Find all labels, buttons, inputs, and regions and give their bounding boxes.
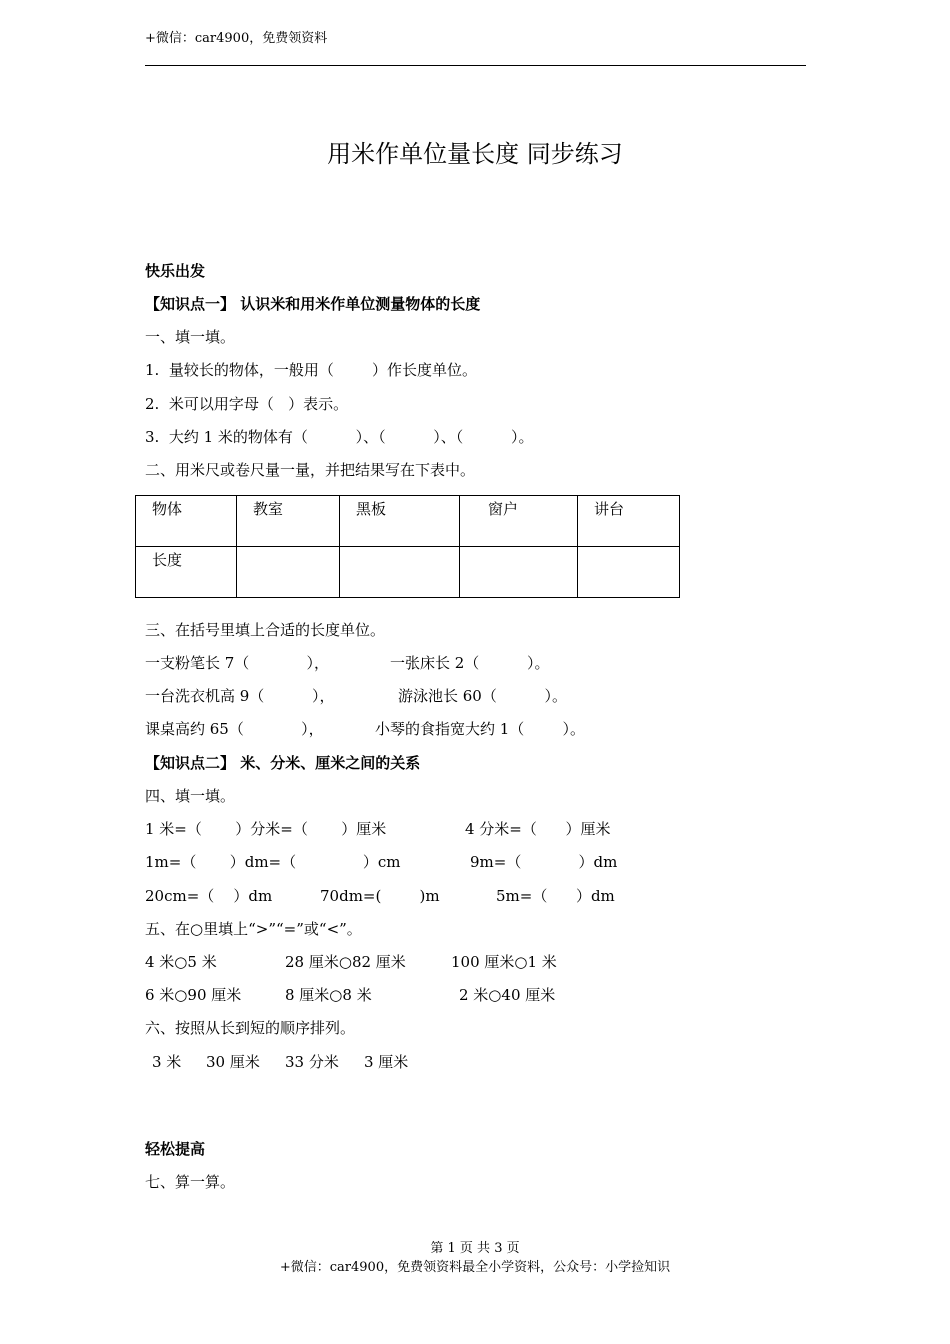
- question-6-heading: 六、按照从长到短的顺序排列。: [145, 1019, 356, 1037]
- page-header-note: +微信：car4900，免费领资料: [145, 31, 328, 46]
- knowledge-point-1-heading: 【知识点一】 认识米和用米作单位测量物体的长度: [145, 295, 481, 313]
- question-5-line-2b: 8 厘米○8 米: [285, 986, 372, 1004]
- question-4-heading: 四、填一填。: [145, 787, 236, 805]
- question-7-heading: 七、算一算。: [145, 1173, 236, 1191]
- section-heading-start: 快乐出发: [145, 262, 206, 280]
- question-6-item-1: 3 米: [152, 1053, 182, 1071]
- question-3-line-3a: 课桌高约 65（ ），: [145, 720, 324, 738]
- header-divider: [145, 65, 806, 66]
- table-cell: 教室: [237, 496, 340, 547]
- measurement-table: [135, 495, 680, 598]
- page-title: 用米作单位量长度 同步练习: [327, 140, 623, 168]
- question-1-item-1: 1. 量较长的物体，一般用（ ）作长度单位。: [145, 361, 477, 379]
- table-header-row: [136, 496, 680, 547]
- question-1-item-2: 2. 米可以用字母（ ）表示。: [145, 395, 349, 413]
- question-3-line-3b: 小琴的食指宽大约 1（ ）。: [375, 720, 585, 738]
- question-3-line-1b: 一张床长 2（ ）。: [390, 654, 550, 672]
- question-3-line-1a: 一支粉笔长 7（ ），: [145, 654, 330, 672]
- table-cell-blank: [460, 547, 578, 598]
- question-4-line-3a: 20cm=（ ）dm: [145, 887, 273, 905]
- question-1-heading: 一、填一填。: [145, 328, 236, 346]
- question-5-line-1c: 100 厘米○1 米: [451, 953, 557, 971]
- question-4-line-3c: 5m=（ ）dm: [496, 887, 615, 905]
- table-cell-blank: [237, 547, 340, 598]
- question-3-heading: 三、在括号里填上合适的长度单位。: [145, 621, 386, 639]
- section-heading-improve: 轻松提高: [145, 1140, 206, 1158]
- question-4-line-2a: 1m=（ ）dm=（ ）cm: [145, 853, 401, 871]
- question-5-heading: 五、在○里填上“>”“=”或“<”。: [145, 920, 362, 938]
- table-cell-blank: [340, 547, 460, 598]
- question-6-item-3: 33 分米: [285, 1053, 339, 1071]
- question-4-line-2b: 9m=（ ）dm: [470, 853, 618, 871]
- table-row: [136, 547, 680, 598]
- table-cell: 长度: [136, 547, 237, 598]
- page-footer-note: +微信：car4900，免费领资料最全小学资料，公众号：小学捡知识: [279, 1260, 671, 1275]
- question-6-item-2: 30 厘米: [206, 1053, 260, 1071]
- question-2-heading: 二、用米尺或卷尺量一量，并把结果写在下表中。: [145, 461, 476, 479]
- question-5-line-1a: 4 米○5 米: [145, 953, 217, 971]
- table-cell: 讲台: [578, 496, 680, 547]
- question-1-item-3: 3. 大约 1 米的物体有（ ）、（ ）、（ ）。: [145, 428, 534, 446]
- question-4-line-1a: 1 米=（ ）分米=（ ）厘米: [145, 820, 387, 838]
- question-6-item-4: 3 厘米: [364, 1053, 409, 1071]
- table-cell-blank: [578, 547, 680, 598]
- table-cell: 物体: [136, 496, 237, 547]
- question-3-line-2b: 游泳池长 60（ ）。: [398, 687, 568, 705]
- question-5-line-1b: 28 厘米○82 厘米: [285, 953, 406, 971]
- page-number: 第 1 页 共 3 页: [430, 1241, 520, 1256]
- table-cell: 黑板: [340, 496, 460, 547]
- table-cell: 窗户: [460, 496, 578, 547]
- question-4-line-3b: 70dm=( )m: [320, 887, 440, 905]
- question-5-line-2c: 2 米○40 厘米: [459, 986, 556, 1004]
- knowledge-point-2-heading: 【知识点二】 米、分米、厘米之间的关系: [145, 754, 421, 772]
- question-3-line-2a: 一台洗衣机高 9（ ），: [145, 687, 335, 705]
- question-4-line-1b: 4 分米=（ ）厘米: [465, 820, 611, 838]
- question-5-line-2a: 6 米○90 厘米: [145, 986, 242, 1004]
